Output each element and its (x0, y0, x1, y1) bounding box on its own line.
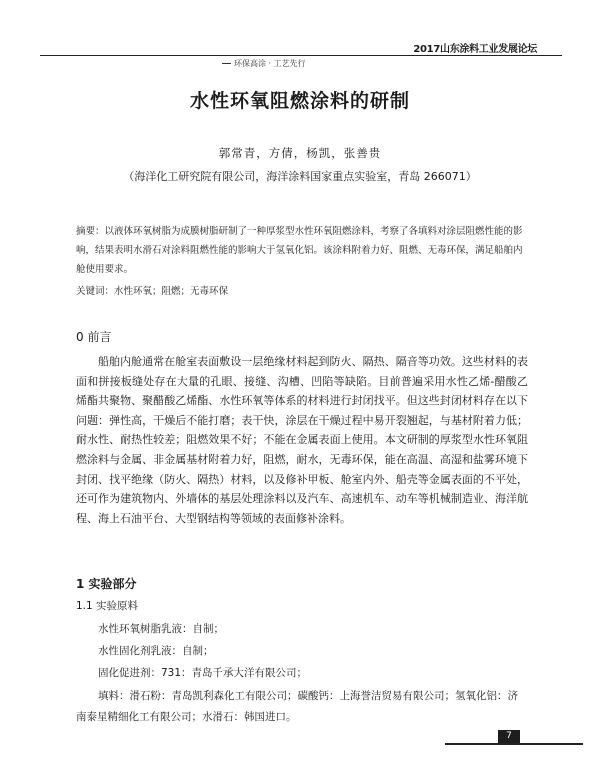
section-preface-heading: 0 前言 (76, 330, 112, 344)
fillers-paragraph: 填料：滑石粉：青岛凯利森化工有限公司；碳酸钙：上海誉洁贸易有限公司；氢氧化铝：济南泰星精细化工有限公司；水滑石：韩国进口。 (76, 690, 518, 723)
material-item: 水性环氧树脂乳液：自制； (98, 623, 224, 635)
material-item: 水性固化剂乳液：自制； (98, 645, 214, 657)
footer-rule (445, 743, 583, 745)
section-experiment-heading: 1 实验部分 (76, 577, 137, 591)
paper-affiliation: （海洋化工研究院有限公司，海洋涂料国家重点实验室，青岛 266071） (123, 170, 477, 183)
column-header (222, 58, 306, 69)
header-rule (40, 55, 562, 56)
keywords: 关键词：水性环氧；阻燃；无毒环保 (76, 286, 229, 297)
journal-series-header: 2017山东涂料工业发展论坛 (413, 44, 537, 55)
subsection-materials-heading: 1.1 实验原料 (76, 600, 139, 612)
preface-paragraph (76, 352, 528, 528)
paper-title: 水性环氧阻燃涂料的研制 (189, 90, 410, 112)
header-dash (222, 63, 231, 64)
material-item: 固化促进剂：731：青岛千承大洋有限公司； (98, 667, 308, 679)
page-number: 7 (498, 730, 520, 743)
preface-text: 船舶内舱通常在舱室表面敷设一层绝缘材料起到防火、隔热、隔音等功效。这些材料的表面和拼接板缝处存在大量的孔眼、接缝、沟槽、凹陷等缺陷。目前普遍采用水性乙烯-醋酸乙烯酯共聚物、聚醋酸乙烯酯、水性环氧等体系的材料进行封闭找平。但这些封闭材料存在以下问题：弹性高，干燥后不能打磨；表干快，涂层在干燥过程中易开裂翘起，与基材附着力低；耐水性、耐热性较差；阻燃效果不好；不能在金属表面上使用。本文研制的厚浆型水性环氧阻燃涂料与金属、非金属基材附着力好，阻燃，耐水，无毒环保，能在高温、高湿和盐雾环境下封闭、找平绝缘（防火、隔热）材料，以及修补甲板、舱室内外、船壳等金属表面的不平处，还可作为建筑物内、外墙体的基层处理涂料以及汽车、高速机车、动车等机械制造业、海洋航程、海上石油平台、大型钢结构等领域的表面修补涂料。 (76, 355, 528, 525)
paper-authors: 郭常青，方倩，杨凯，张善贵 (218, 146, 382, 160)
abstract: 摘要：以液体环氧树脂为成膜树脂研制了一种厚浆型水性环氧阻燃涂料，考察了各填料对涂层阻燃性能的影响，结果表明水滑石对涂料阻燃性能的影响大于氢氧化铝。该涂料附着力好、阻燃、无毒环保，满足船舶内舱使用要求。 (76, 226, 523, 275)
column-header-text: 环保高涂 · 工艺先行 (234, 59, 306, 68)
